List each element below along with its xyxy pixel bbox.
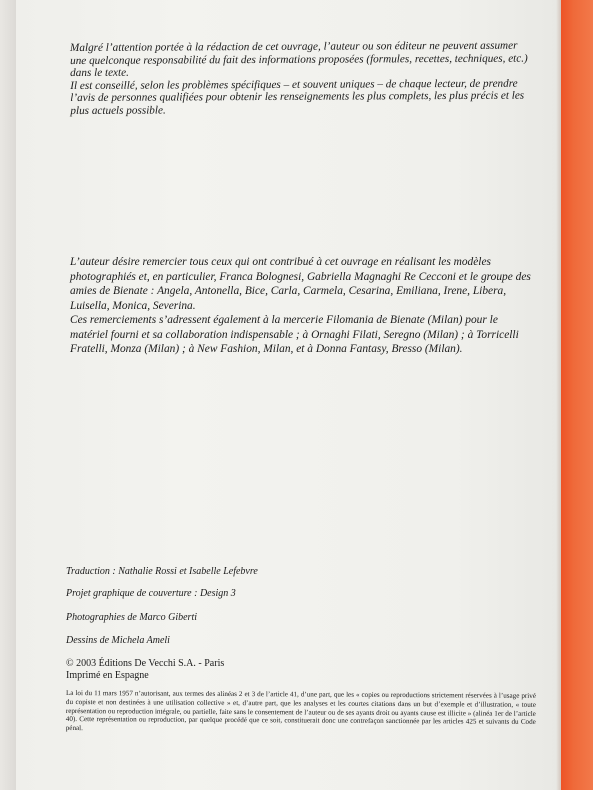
disclaimer-paragraph-1: Malgré l’attention portée à la rédaction de cet ouvrage, l’auteur ou son éditeur ne peuvent assumer une quelconque responsabilité du fait des informations proposées (formules, recettes, techniques, etc.) dans le texte.: [70, 39, 528, 80]
printed-in-notice: Imprimé en Espagne: [66, 670, 149, 681]
copyright-notice: © 2003 Éditions De Vecchi S.A. - Paris: [66, 658, 225, 669]
orange-cover-edge: [561, 0, 593, 790]
drawings-credit: Dessins de Michela Ameli: [66, 635, 170, 646]
cover-design-credit: Projet graphique de couverture : Design 3: [66, 588, 236, 599]
disclaimer-section: [70, 40, 535, 118]
acknowledgements-section: [70, 255, 535, 357]
acknowledgements-paragraph-2: Ces remerciements s’adressent également à la mercerie Filomania de Bienate (Milan) pour le matériel fourni et sa collaboration indispensable ; à Ornaghi Filati, Seregno (Milan) ; à Torricelli Fratelli, Monza (Milan) ; à New Fashion, Milan, et à Donna Fantasy, Bresso (Milan).: [70, 314, 519, 355]
acknowledgements-paragraph-1: L’auteur désire remercier tous ceux qui ont contribué à cet ouvrage en réalisant les modèles photographiés et, en particulier, Franca Bolognesi, Gabriella Magnaghi Re Cecconi et le groupe des amies de Bienate : Angela, Antonella, Bice, Carla, Carmela, Cesarina, Emiliana, Irene, Libera, Luisella, Monica, Severina.: [70, 256, 531, 312]
credits-section: [66, 566, 526, 682]
photography-credit: Photographies de Marco Giberti: [66, 612, 198, 623]
legal-notice: La loi du 11 mars 1957 n’autorisant, aux termes des alinéas 2 et 3 de l’article 41, d’une part, que les « copies ou reproductions strictement réservées à l’usage privé du copiste et non destinées à une utilisation collective » et, d’autre part, que les analyses et les courtes citations dans un but d’exemple et d’illustration, « toute représentation ou reproduction intégrale, ou partielle, faite sans le consentement de l’auteur ou de ses ayants droit ou ayants cause est illicite » (alinéa 1er de l’article 40). Cette représentation ou reproduction, par quelque procédé que ce soit, constituerait donc une contrefaçon sanctionnée par les articles 425 et suivants du Code pénal.: [65, 689, 536, 733]
adjacent-page-edge: [0, 0, 16, 790]
disclaimer-paragraph-2: Il est conseillé, selon les problèmes spécifiques – et souvent uniques – de chaque lecteur, de prendre l’avis de personnes qualifiées pour obtenir les renseignements les plus complets, les plus précis et les plus actuels possible.: [70, 77, 525, 117]
translation-credit: Traduction : Nathalie Rossi et Isabelle Lefebvre: [66, 566, 258, 577]
